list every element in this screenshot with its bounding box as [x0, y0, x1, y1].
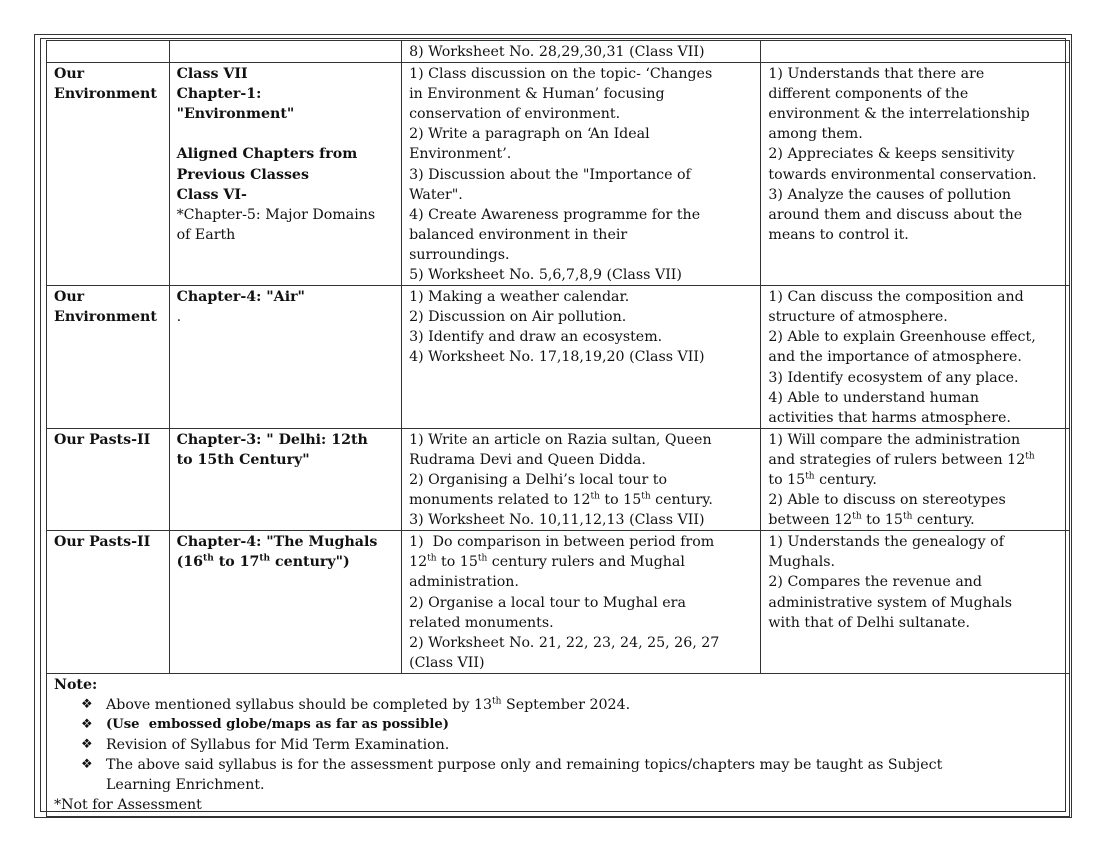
activity-line: surroundings.: [409, 246, 510, 263]
note-item: [81, 695, 1062, 715]
chapter-line: Chapter-3: " Delhi: 12th: [176, 431, 368, 448]
activities-cell: [402, 41, 761, 63]
chapter-cell: [169, 41, 401, 63]
note-item: [81, 735, 1062, 755]
activity-line: Environment’.: [409, 146, 512, 163]
outcome-line: activities that harms atmosphere.: [768, 409, 1011, 426]
outcome-line: 1) Understands that there are: [768, 66, 985, 83]
activity-line: monuments related to 12th to 15th century.: [409, 491, 713, 509]
outcome-line: 3) Analyze the causes of pollution: [768, 186, 1012, 203]
outcome-line: 1) Will compare the administration: [768, 431, 1021, 448]
activity-line: 1) Write an article on Razia sultan, Queen: [409, 431, 712, 448]
activity-line: Water".: [409, 186, 463, 203]
activity-line: 2) Worksheet No. 21, 22, 23, 24, 25, 26, 27: [409, 634, 720, 651]
table-row: [47, 41, 1070, 63]
chapter-cell: [169, 531, 401, 674]
outcome-line: 2) Able to discuss on stereotypes: [768, 492, 1006, 509]
subject-text: Our Environment: [54, 66, 157, 103]
activities-cell: [402, 286, 761, 429]
outcome-line: administrative system of Mughals: [768, 594, 1013, 611]
outcome-line: different components of the: [768, 86, 969, 103]
subject-cell: [47, 41, 170, 63]
chapter-cell: [169, 63, 401, 286]
chapter-line: Chapter-4: "Air": [176, 289, 305, 306]
diamond-bullet-icon: ❖: [81, 737, 93, 753]
note-cell: [47, 673, 1070, 816]
chapter-line: *Chapter-5: Major Domains: [176, 206, 376, 223]
note-text: Learning Enrichment.: [106, 777, 265, 794]
chapter-line: Class VI-: [176, 186, 247, 203]
chapter-line: Chapter-4: "The Mughals: [176, 534, 378, 551]
diamond-bullet-icon: ❖: [81, 697, 93, 712]
syllabus-table: [46, 40, 1070, 817]
outcome-line: 3) Identify ecosystem of any place.: [768, 369, 1019, 386]
activity-line: 1) Do comparison in between period from: [409, 534, 715, 551]
activity-line: 2) Organising a Delhi’s local tour to: [409, 471, 668, 488]
activity-line: 8) Worksheet No. 28,29,30,31 (Class VII): [409, 44, 705, 60]
chapter-line: Aligned Chapters from: [176, 146, 358, 163]
note-row: [47, 673, 1070, 816]
activities-cell: [402, 531, 761, 674]
chapter-line: (16th to 17th century"): [176, 553, 350, 571]
outcome-line: 1) Understands the genealogy of: [768, 534, 1004, 551]
table-row: [47, 63, 1070, 286]
activity-line: (Class VII): [409, 654, 485, 671]
note-item: [81, 715, 1062, 735]
subject-cell: [47, 428, 170, 530]
outcome-line: between 12th to 15th century.: [768, 511, 975, 529]
table-row: [47, 286, 1070, 429]
activity-line: 1) Making a weather calendar.: [409, 289, 630, 306]
chapter-line: Previous Classes: [176, 166, 309, 183]
outcome-line: among them.: [768, 126, 863, 143]
outcome-line: and strategies of rulers between 12th: [768, 451, 1035, 468]
outcome-line: structure of atmosphere.: [768, 309, 948, 326]
outcome-line: and the importance of atmosphere.: [768, 349, 1022, 366]
table-row: [47, 531, 1070, 674]
subject-text: Our Environment: [54, 289, 157, 326]
outcome-line: around them and discuss about the: [768, 206, 1023, 223]
activities-cell: [402, 428, 761, 530]
outcome-line: 4) Able to understand human: [768, 389, 979, 406]
chapter-line: "Environment": [176, 106, 295, 123]
note-title: Note:: [54, 676, 98, 693]
note-item: [81, 755, 1062, 795]
chapter-line: Class VII: [176, 66, 248, 83]
outcome-line: 2) Able to explain Greenhouse effect,: [768, 329, 1036, 346]
outcome-line: means to control it.: [768, 226, 909, 243]
activity-line: 5) Worksheet No. 5,6,7,8,9 (Class VII): [409, 267, 682, 284]
activity-line: in Environment & Human’ focusing: [409, 86, 665, 103]
outcomes-cell: [761, 63, 1070, 286]
subject-cell: [47, 531, 170, 674]
diamond-bullet-icon: ❖: [81, 757, 93, 773]
activity-line: 12th to 15th century rulers and Mughal: [409, 553, 685, 571]
subject-cell: [47, 63, 170, 286]
outcome-line: 1) Can discuss the composition and: [768, 289, 1024, 306]
activity-line: 3) Identify and draw an ecosystem.: [409, 329, 663, 346]
outcomes-cell: [761, 41, 1070, 63]
note-text: (Use embossed globe/maps as far as possible): [106, 717, 449, 733]
activity-line: 1) Class discussion on the topic- ‘Changes: [409, 66, 713, 83]
activity-line: 4) Create Awareness programme for the: [409, 206, 701, 223]
chapter-cell: [169, 428, 401, 530]
subject-text: Our Pasts-II: [54, 534, 151, 551]
activity-line: 4) Worksheet No. 17,18,19,20 (Class VII): [409, 349, 705, 366]
activity-line: balanced environment in their: [409, 226, 628, 243]
activity-line: related monuments.: [409, 614, 554, 631]
assessment-footnote: *Not for Assessment: [54, 797, 202, 814]
chapter-line: to 15th Century": [176, 451, 310, 468]
subject-text: Our Pasts-II: [54, 431, 151, 448]
note-text: Revision of Syllabus for Mid Term Examination.: [106, 737, 450, 754]
activity-line: 2) Discussion on Air pollution.: [409, 309, 627, 326]
chapter-line: Chapter-1:: [176, 86, 262, 103]
chapter-line: [177, 124, 394, 144]
chapter-line: .: [176, 309, 182, 326]
outcome-line: 2) Appreciates & keeps sensitivity: [768, 146, 1015, 163]
outcome-line: towards environmental conservation.: [768, 166, 1037, 183]
activity-line: 3) Worksheet No. 10,11,12,13 (Class VII): [409, 512, 705, 529]
chapter-cell: [169, 286, 401, 429]
diamond-bullet-icon: ❖: [81, 717, 93, 733]
note-list: [54, 695, 1062, 795]
outcome-line: to 15th century.: [768, 471, 877, 488]
outcome-line: 2) Compares the revenue and: [768, 574, 982, 591]
table-row: [47, 428, 1070, 530]
activities-cell: [402, 63, 761, 286]
activity-line: 2) Organise a local tour to Mughal era: [409, 594, 686, 611]
outcomes-cell: [761, 531, 1070, 674]
note-text: Above mentioned syllabus should be completed by 13th September 2024.: [106, 696, 631, 713]
outcome-line: Mughals.: [768, 554, 836, 571]
activity-line: conservation of environment.: [409, 106, 621, 123]
subject-cell: [47, 286, 170, 429]
note-text: The above said syllabus is for the assessment purpose only and remaining topics/chapters may be taught as Subject: [106, 757, 943, 774]
outcome-line: environment & the interrelationship: [768, 106, 1030, 123]
chapter-line: of Earth: [176, 226, 236, 243]
outcomes-cell: [761, 286, 1070, 429]
activity-line: Rudrama Devi and Queen Didda.: [409, 451, 646, 468]
outcomes-cell: [761, 428, 1070, 530]
activity-line: 3) Discussion about the "Importance of: [409, 166, 691, 183]
outcome-line: with that of Delhi sultanate.: [768, 614, 971, 631]
activity-line: administration.: [409, 574, 519, 591]
activity-line: 2) Write a paragraph on ‘An Ideal: [409, 126, 650, 143]
